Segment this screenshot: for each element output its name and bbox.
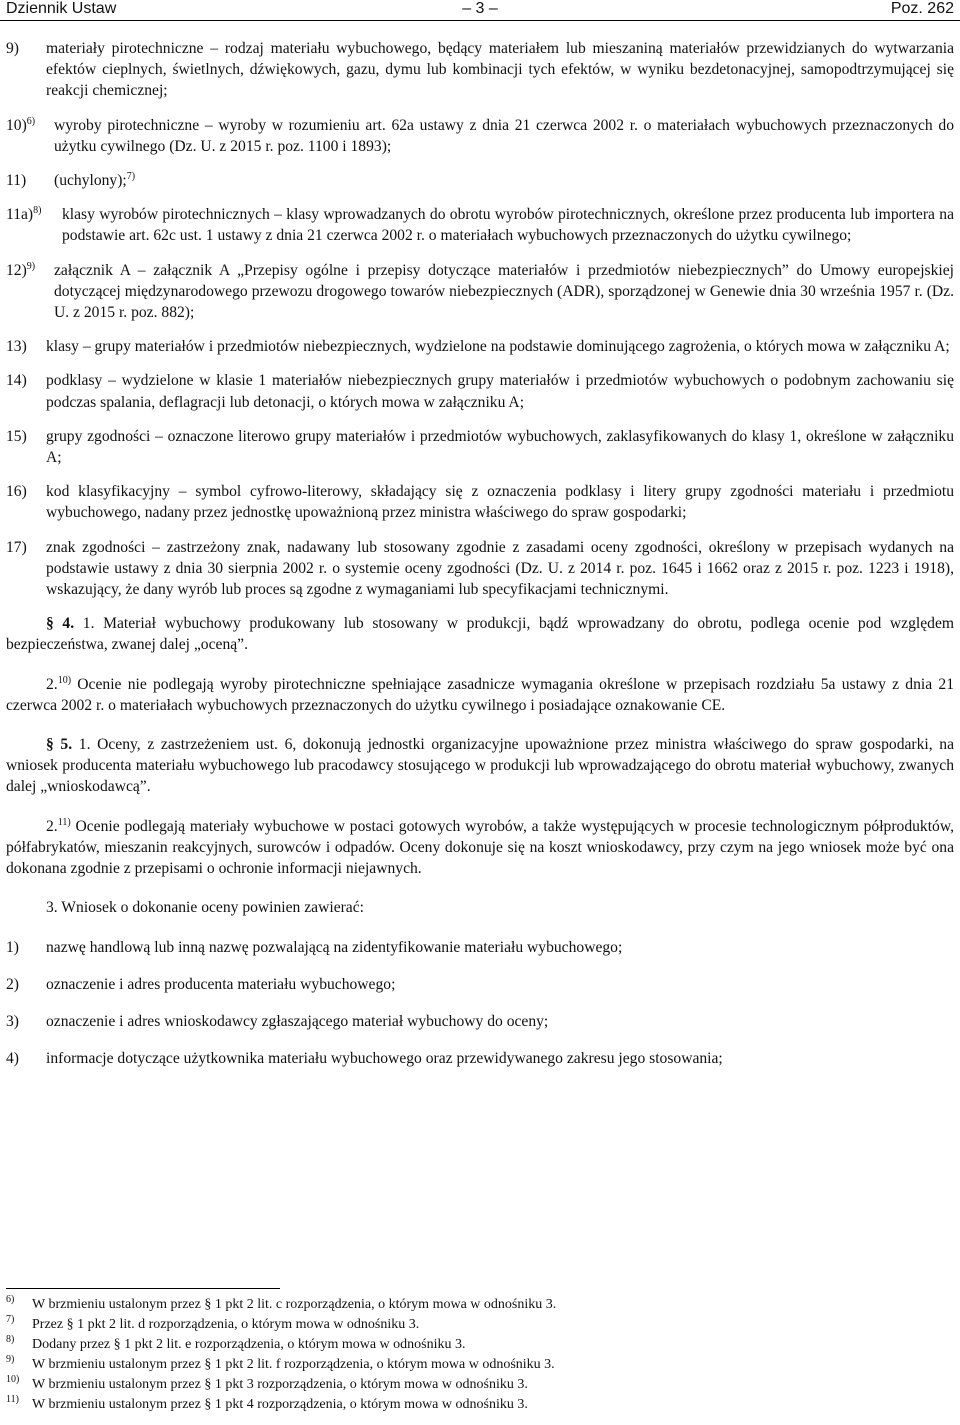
journal-title: Dziennik Ustaw [6,0,117,17]
paragraph-text: 1. Oceny, z zastrzeżeniem ust. 6, dokonują jednostki organizacyjne upoważnione przez ministra właściwego do spraw gospodarki, na wniosek producenta materiału wybuchowego lub pracodawcy stosującego w produkcji lub wprowadzającego do obrotu materiał wybuchowy, zwanych dalej „wnioskodawcą”. [6,736,955,796]
footnote [6,1335,954,1355]
footnotes [6,1288,954,1415]
footnote [6,1395,954,1415]
item-text: materiały pirotechniczne – rodzaj materiału wybuchowego, będący materiałem lub mieszaniną materiałów przewidzianych do wytwarzania efektów cieplnych, świetlnych, dźwiękowych, gazu, dymu lub kombinacji tych efektów, w wyniku bezdetonacyjnej, samopodtrzymującej się reakcji chemicznej; [46,40,954,100]
item-number: 17) [6,538,27,556]
footnote-number: 8) [6,1334,15,1345]
definition-item [6,537,954,601]
list-item [6,974,954,995]
footnote-number: 11) [6,1394,19,1405]
list-item [6,937,954,958]
item-text: klasy wyrobów pirotechnicznych – klasy wprowadzanych do obrotu wyrobów pirotechnicznych, określone przez producenta lub importera na podstawie art. 62c ust. 1 ustawy z dnia 21 czerwca 2002 r. o materiałach wybuchowych przeznaczonych do użytku cywilnego; [62,206,954,245]
definition-item [6,336,954,357]
section-label: § 4. [46,615,75,633]
item-text: nazwę handlową lub inną nazwę pozwalającą na zidentyfikowanie materiału wybuchowego; [46,938,623,956]
item-text: (uchylony); [54,172,127,190]
footnote [6,1375,954,1395]
definition-item [6,115,954,157]
footnote-separator [6,1288,280,1289]
item-text: kod klasyfikacyjny – symbol cyfrowo-literowy, składający się z oznaczenia podklasy i litery grupy zgodności materiału i przedmiotu wybuchowego, nadany przez jednostkę upoważnioną przez ministra właściwego do spraw gospodarki; [46,483,954,522]
document-body [6,38,954,1085]
section-5-paragraph-2 [6,816,954,880]
footnote [6,1355,954,1375]
definition-item [6,481,954,523]
item-number: 16) [6,483,27,501]
item-number: 1) [6,938,19,956]
footnote-number: 9) [6,1354,15,1365]
footnote-text: W brzmieniu ustalonym przez § 1 pkt 4 rozporządzenia, o którym mowa w odnośniku 3. [32,1397,528,1412]
item-text: podklasy – wydzielone w klasie 1 materiałów niebezpiecznych grupy materiałów i przedmiotów wybuchowych o podobnym zachowaniu się podczas spalania, deflagracji lub detonacji, o których mowa w załączniku A; [46,372,954,411]
section-5-paragraph-1 [6,734,954,798]
section-label: § 5. [46,736,73,754]
section-5-paragraph-3: 3. Wniosek o dokonanie oceny powinien zawierać: [46,899,364,917]
list-item [6,1048,954,1069]
paragraph-number: 2. [46,675,58,693]
definition-item [6,260,954,324]
list-item [6,1011,954,1032]
item-text: grupy zgodności – oznaczone literowo grupy materiałów i przedmiotów wybuchowych, zaklasyfikowanych do klasy 1, określone w załączniku A; [46,427,954,467]
item-number: 11a) [6,206,34,224]
footnote-text: Przez § 1 pkt 2 lit. d rozporządzenia, o którym mowa w odnośniku 3. [32,1317,420,1332]
footnote-number: 6) [6,1294,15,1305]
position-number: Poz. 262 [890,0,954,17]
item-text: klasy – grupy materiałów i przedmiotów niebezpiecznych, wydzielone na podstawie dominującego zagrożenia, o których mowa w załączniku A; [46,338,950,356]
footnote-ref: 10) [57,674,72,686]
paragraph-text: Ocenie nie podlegają wyroby pirotechniczne spełniające zasadnicze wymagania określone w przepisach rozdziału 5a ustawy z dnia 21 czerwca 2002 r. o materiałach wybuchowych przeznaczonych do użytku cywilnego i posiadające oznakowanie CE. [6,675,954,714]
item-number: 13) [6,338,27,356]
application-contents-list [6,937,954,1070]
footnote-ref: 7) [126,170,136,182]
definition-item [6,370,954,412]
paragraph-text: 1. Materiał wybuchowy produkowany lub stosowany w produkcji, bądź wprowadzany do obrotu, podlega ocenie pod względem bezpieczeństwa, zwanej dalej „oceną”. [6,615,954,654]
item-number: 14) [6,372,27,390]
footnote-text: Dodany przez § 1 pkt 2 lit. e rozporządzenia, o którym mowa w odnośniku 3. [32,1337,466,1352]
item-number: 9) [6,40,19,57]
definition-item [6,426,954,468]
item-number: 12) [6,261,27,279]
footnote-ref: 11) [57,816,71,828]
paragraph-text: Ocenie podlegają materiały wybuchowe w postaci gotowych wyrobów, a także występujących w procesie technologicznym półproduktów, półfabrykatów, mieszanin reakcyjnych, surowców i odpadów. Oceny dokonuje się na koszt wnioskodawcy, przy czym na jego wniosek może być ona dokonana zgodnie z przepisami o ochronie informacji niejawnych. [6,817,954,878]
page-number: – 3 – [462,0,498,17]
footnote-text: W brzmieniu ustalonym przez § 1 pkt 2 lit. c rozporządzenia, o którym mowa w odnośniku 3. [32,1297,557,1312]
footnote-text: W brzmieniu ustalonym przez § 1 pkt 3 rozporządzenia, o którym mowa w odnośniku 3. [32,1377,528,1392]
item-number: 2) [6,975,19,993]
section-4-paragraph-1 [6,613,954,655]
item-text: informacje dotyczące użytkownika materiału wybuchowego oraz przewidywanego zakresu jego stosowania; [46,1050,723,1068]
definition-item [6,204,954,246]
item-number: 3) [6,1012,19,1030]
item-text: oznaczenie i adres producenta materiału wybuchowego; [46,975,396,993]
footnote-text: W brzmieniu ustalonym przez § 1 pkt 2 lit. f rozporządzenia, o którym mowa w odnośniku 3. [32,1357,555,1372]
item-text: oznaczenie i adres wnioskodawcy zgłaszającego materiał wybuchowy do oceny; [46,1012,549,1030]
item-number: 11) [6,172,27,190]
item-text: wyroby pirotechniczne – wyroby w rozumieniu art. 62a ustawy z dnia 21 czerwca 2002 r. o materiałach wybuchowych przeznaczonych do użytku cywilnego (Dz. U. z 2015 r. poz. 1100 i 1893); [54,116,954,155]
paragraph-number: 2. [46,817,58,835]
footnote-ref: 6) [26,115,36,127]
item-text: znak zgodności – zastrzeżony znak, nadawany lub stosowany zgodnie z zasadami oceny zgodności, określony w przepisach wydanych na podstawie ustawy z dnia 30 sierpnia 2002 r. o systemie oceny zgodności (Dz. U. z 2014 r. poz. 1645 i 1662 oraz z 2015 r. poz. 1223 i 1918), wskazujący, że dany wyrób lub proces są zgodne z wymaganiami lub specyfikacjami technicznymi. [46,538,954,599]
footnote-ref: 8) [33,205,42,217]
item-number: 4) [6,1050,19,1068]
item-number: 10) [6,116,27,134]
page-header [0,0,960,21]
item-text: załącznik A – załącznik A „Przepisy ogólne i przepisy dotyczące materiałów i przedmiotów niebezpiecznych” do Umowy europejskiej dotyczącej międzynarodowego przewozu drogowego towarów niebezpiecznych (ADR), sporządzonej w Genewie dnia 30 września 1957 r. (Dz. U. z 2015 r. poz. 882); [54,261,954,322]
footnote-number: 10) [6,1374,20,1385]
item-number: 15) [6,427,27,445]
footnote [6,1315,954,1335]
footnote-ref: 9) [26,260,36,272]
footnote [6,1295,954,1315]
definition-item [6,170,954,191]
footnote-number: 7) [6,1314,15,1325]
definition-item [6,38,954,102]
section-4-paragraph-2 [6,674,954,716]
